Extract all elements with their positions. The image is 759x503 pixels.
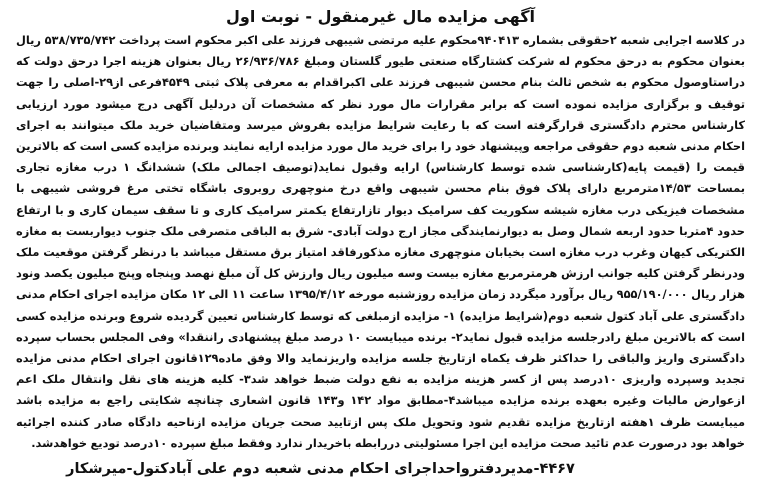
notice-signature: ۴۴۶۷-مدیردفترواحداجرای احکام مدنی شعبه دوم علی آبادکتول-میرشکار	[66, 461, 575, 478]
notice-body: در کلاسه اجرایی شعبه ۲حقوقی بشماره ۹۴۰۴۱۳محکوم علیه مرتضی شیبهی فرزند علی اکبر محکوم است پرداخت ۵۳۸/۷۳۵/۷۴۲ ریال بعنوان محکوم به درحق محکوم له شرکت کشتارگاه صنعتی طیور گلستان ومبلغ ۲۶/۹۳۶/۷۸۶ ریال بعنوان هزینه اجرا درحق دولت که دراستاوصول محکوم به شخص ثالث بنام محسن شیبهی فرزند علی اکبراقدام به معرفی پلاک ثبتی ۴۵۴۹فرعی از۲۹-اصلی را جهت توقیف و برگزاری مزایده نموده است که برابر مقرارات مال مورد نظر که مشخصات آن دردلیل آگهی درج میشود مورد ارزیابی کارشناس محترم دادگستری قرارگرفته است که با رعایت شرایط مزایده بفروش میرسد ومتقاضیان خرید ملک میتوانند به اجرای احکام مدنی شعبه دوم حقوقی مراجعه وپیشنهاد خود را برای خرید مال مورد مزایده ارایه نمایند وبرنده مزایده کسی است که بالاترین قیمت را (قیمت پایه(کارشناسی شده توسط کارشناس) ارایه وقبول نماید(توصیف اجمالی ملک) ششدانگ ۱ درب مغازه تجاری بمساحت ۱۴/۵۳مترمربع دارای پلاک فوق بنام محسن شیبهی واقع درخ منوچهری روبروی باشگاه تختی مرغ فروشی شیبهی با مشخصات فیزیکی درب مغازه شیشه سکوریت کف سرامیک دیوار تازارتفاع یکمتر سرامیک کاری و تا سقف سیمان کاری و با ارتفاع حدود ۴متربا حدود اربعه شمال وصل به دیوارنمایندگی مجاز ارج دولت آبادی- شرق به الباقی متصرفی ملک جنوب دیواربست به مغازه الکتریکی کیهان وغرب درب مغازه است بخیابان منوچهری مغازه مذکورفاقد امتیاز برق مستقل میباشد با درنظر گرفتن موقعیت ملک ودرنظر گرفتن کلیه جوانب ارزش هرمترمربع مغازه بیست وسه میلیون ریال وارزش کل آن مبلغ نهصد وپنجاه وپنج میلیون یکصد ونود هزار ریال ۹۵۵/۱۹۰/۰۰۰ ریال برآورد میگردد زمان مزایده روزشنبه مورخه ۱۳۹۵/۴/۱۲ ساعت ۱۱ الی ۱۲ مکان مزایده اجرای احکام مدنی دادگستری علی آباد کتول شعبه دوم(شرایط مزایده) ۱- مزایده ازمبلغی که توسط کارشناس تعیین گردیده شروع وبرنده مزایده کسی است که بالاترین مبلغ رادرجلسه مزایده قبول نماید۲- برنده میبایست ۱۰ درصد مبلغ پیشنهادی راننقدا» وفی المجلس بحساب سپرده دادگستری واریز والباقی را حداکثر ظرف یکماه ازتاریخ جلسه مزایده واریزنماید والا وفق ماده۱۲۹قانون اجرای احکام مدنی مزایده تجدید وسپرده واریزی ۱۰درصد پس از کسر هزینه مزایده به نفع دولت ضبط خواهد شد۳- کلیه هزینه های نقل وانتقال ملک اعم ازعوارض مالیات وغیره بعهده برنده مزایده میباشد۴-مطابق مواد ۱۴۲ و۱۴۳ قانون اشعاری چنانچه شکایتی راجع به مزایده باشد میبایست ظرف ۱هفته ازتاریخ مزایده تقدیم شود وتحویل ملک پس ازتایید صحت جریان مزایده ازناحیه دادگاه صادر کننده اجرائیه خواهد بود درصورت عدم تائید صحت مزایده این اجرا مسئولیتی دررابطه باخریدار ندارد وفقط مبلغ سپرده ۱۰درصد تودیع خواهدشد.	[16, 33, 746, 450]
notice-title: آگهی مزایده مال غیرمنقول - نوبت اول	[225, 7, 535, 26]
